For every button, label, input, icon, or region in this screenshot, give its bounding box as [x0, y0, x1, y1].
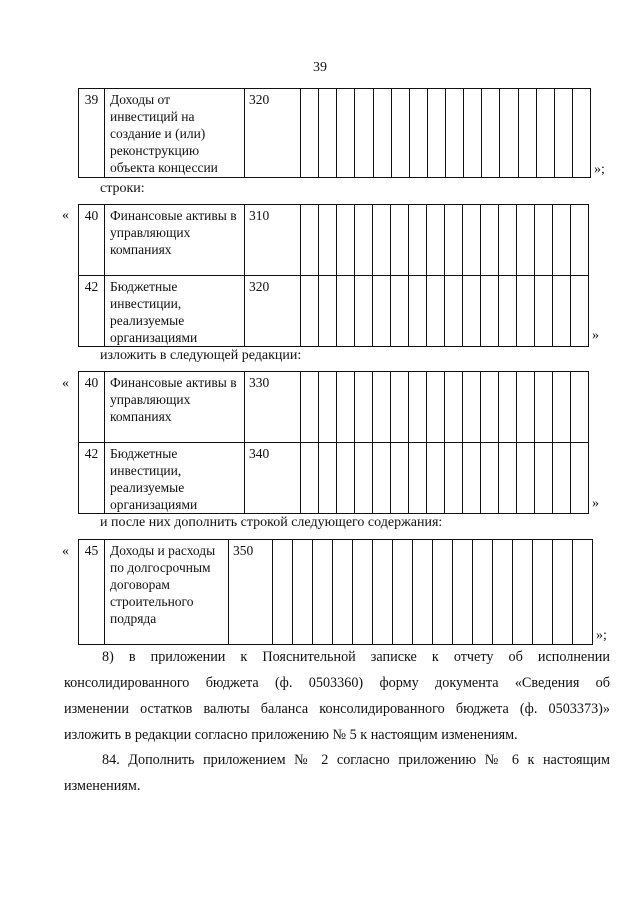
empty-cell — [273, 540, 293, 645]
empty-cell — [319, 372, 337, 443]
table-rows-old — [78, 204, 589, 347]
empty-cell — [393, 540, 413, 645]
table-row-45 — [78, 539, 593, 645]
row-name: Доходы от инвестиций на создание и (или) реконструкцию объекта концессии — [105, 89, 245, 178]
empty-cell — [319, 443, 337, 514]
empty-cell — [391, 89, 409, 178]
paragraph-line: изложить в редакции согласно приложению № 5 к настоящим изменениям. — [64, 727, 518, 743]
empty-cell — [573, 540, 593, 645]
empty-cell — [355, 372, 373, 443]
empty-cell — [571, 443, 589, 514]
empty-cell — [571, 205, 589, 276]
empty-cell — [553, 276, 571, 347]
empty-cell — [571, 372, 589, 443]
empty-cell — [481, 276, 499, 347]
empty-cell — [535, 372, 553, 443]
close-quote: »; — [596, 628, 607, 643]
table-row-39-old — [78, 88, 591, 178]
label-strings: строки: — [100, 181, 145, 196]
empty-cell — [301, 89, 319, 178]
empty-cell — [517, 443, 535, 514]
empty-cell — [373, 205, 391, 276]
empty-cell — [373, 372, 391, 443]
row-code: 350 — [229, 540, 273, 645]
empty-cell — [513, 540, 533, 645]
empty-cell — [337, 443, 355, 514]
empty-cell — [499, 443, 517, 514]
paragraph-line: изменении остатков валюты баланса консолидированного бюджета (ф. 0503373)» — [64, 701, 610, 717]
page-number: 39 — [313, 60, 327, 75]
row-code: 320 — [245, 89, 301, 178]
empty-cell — [473, 540, 493, 645]
paragraph-line: консолидированного бюджета (ф. 0503360) форму документа «Сведения об — [64, 675, 610, 691]
row-code: 320 — [245, 276, 301, 347]
empty-cell — [409, 443, 427, 514]
empty-cell — [355, 443, 373, 514]
empty-cell — [518, 89, 536, 178]
empty-cell — [517, 205, 535, 276]
empty-cell — [337, 205, 355, 276]
empty-cell — [427, 276, 445, 347]
empty-cell — [533, 540, 553, 645]
empty-cell — [301, 205, 319, 276]
empty-cell — [481, 205, 499, 276]
empty-cell — [391, 372, 409, 443]
empty-cell — [445, 205, 463, 276]
close-quote: » — [592, 496, 599, 511]
row-name: Бюджетные инвестиции, реализуемые организациями — [105, 276, 245, 347]
empty-cell — [293, 540, 313, 645]
empty-cell — [500, 89, 518, 178]
open-quote: « — [62, 208, 69, 223]
empty-cell — [445, 372, 463, 443]
row-number: 40 — [79, 205, 105, 276]
row-number: 39 — [79, 89, 105, 178]
empty-cell — [313, 540, 333, 645]
empty-cell — [571, 276, 589, 347]
empty-cell — [373, 540, 393, 645]
empty-cell — [446, 89, 464, 178]
empty-cell — [445, 443, 463, 514]
empty-cell — [493, 540, 513, 645]
paragraph-line: изменениям. — [64, 778, 141, 794]
table-rows-new — [78, 371, 589, 514]
empty-cell — [373, 443, 391, 514]
empty-cell — [353, 540, 373, 645]
row-name: Финансовые активы в управляющих компаниях — [105, 372, 245, 443]
empty-cell — [517, 372, 535, 443]
paragraph-line: 8) в приложении к Пояснительной записке к отчету об исполнении — [102, 649, 610, 665]
empty-cell — [409, 372, 427, 443]
close-quote: »; — [594, 162, 605, 177]
close-quote: » — [592, 328, 599, 343]
row-number: 40 — [79, 372, 105, 443]
empty-cell — [553, 540, 573, 645]
empty-cell — [301, 276, 319, 347]
empty-cell — [481, 443, 499, 514]
row-number: 45 — [79, 540, 105, 645]
empty-cell — [409, 89, 427, 178]
paragraph-84 — [64, 747, 610, 799]
empty-cell — [319, 205, 337, 276]
open-quote: « — [62, 544, 69, 559]
paragraph-8 — [64, 644, 610, 748]
row-code: 330 — [245, 372, 301, 443]
empty-cell — [355, 276, 373, 347]
row-name: Бюджетные инвестиции, реализуемые организациями — [105, 443, 245, 514]
empty-cell — [572, 89, 590, 178]
empty-cell — [333, 540, 353, 645]
empty-cell — [499, 276, 517, 347]
empty-cell — [427, 205, 445, 276]
empty-cell — [391, 443, 409, 514]
empty-cell — [337, 372, 355, 443]
empty-cell — [337, 276, 355, 347]
empty-cell — [373, 89, 391, 178]
open-quote: « — [62, 376, 69, 391]
empty-cell — [319, 276, 337, 347]
row-name: Финансовые активы в управляющих компаниях — [105, 205, 245, 276]
empty-cell — [535, 205, 553, 276]
empty-cell — [499, 205, 517, 276]
empty-cell — [413, 540, 433, 645]
empty-cell — [409, 205, 427, 276]
empty-cell — [553, 372, 571, 443]
empty-cell — [391, 205, 409, 276]
empty-cell — [301, 372, 319, 443]
empty-cell — [355, 205, 373, 276]
empty-cell — [427, 89, 445, 178]
empty-cell — [409, 276, 427, 347]
label-add-row: и после них дополнить строкой следующего содержания: — [100, 515, 443, 530]
row-number: 42 — [79, 443, 105, 514]
empty-cell — [337, 89, 355, 178]
empty-cell — [373, 276, 391, 347]
empty-cell — [554, 89, 572, 178]
empty-cell — [427, 372, 445, 443]
empty-cell — [464, 89, 482, 178]
empty-cell — [445, 276, 463, 347]
empty-cell — [481, 372, 499, 443]
label-new-edition: изложить в следующей редакции: — [100, 348, 302, 363]
empty-cell — [427, 443, 445, 514]
empty-cell — [453, 540, 473, 645]
empty-cell — [553, 205, 571, 276]
row-number: 42 — [79, 276, 105, 347]
empty-cell — [301, 443, 319, 514]
empty-cell — [499, 372, 517, 443]
empty-cell — [463, 372, 481, 443]
empty-cell — [433, 540, 453, 645]
row-code: 310 — [245, 205, 301, 276]
empty-cell — [463, 276, 481, 347]
row-name: Доходы и расходы по долгосрочным договорам строительного подряда — [105, 540, 229, 645]
empty-cell — [535, 443, 553, 514]
empty-cell — [319, 89, 337, 178]
empty-cell — [536, 89, 554, 178]
row-code: 340 — [245, 443, 301, 514]
empty-cell — [355, 89, 373, 178]
empty-cell — [391, 276, 409, 347]
paragraph-line: 84. Дополнить приложением № 2 согласно приложению № 6 к настоящим — [102, 752, 610, 768]
empty-cell — [535, 276, 553, 347]
empty-cell — [463, 205, 481, 276]
empty-cell — [553, 443, 571, 514]
empty-cell — [517, 276, 535, 347]
empty-cell — [463, 443, 481, 514]
empty-cell — [482, 89, 500, 178]
